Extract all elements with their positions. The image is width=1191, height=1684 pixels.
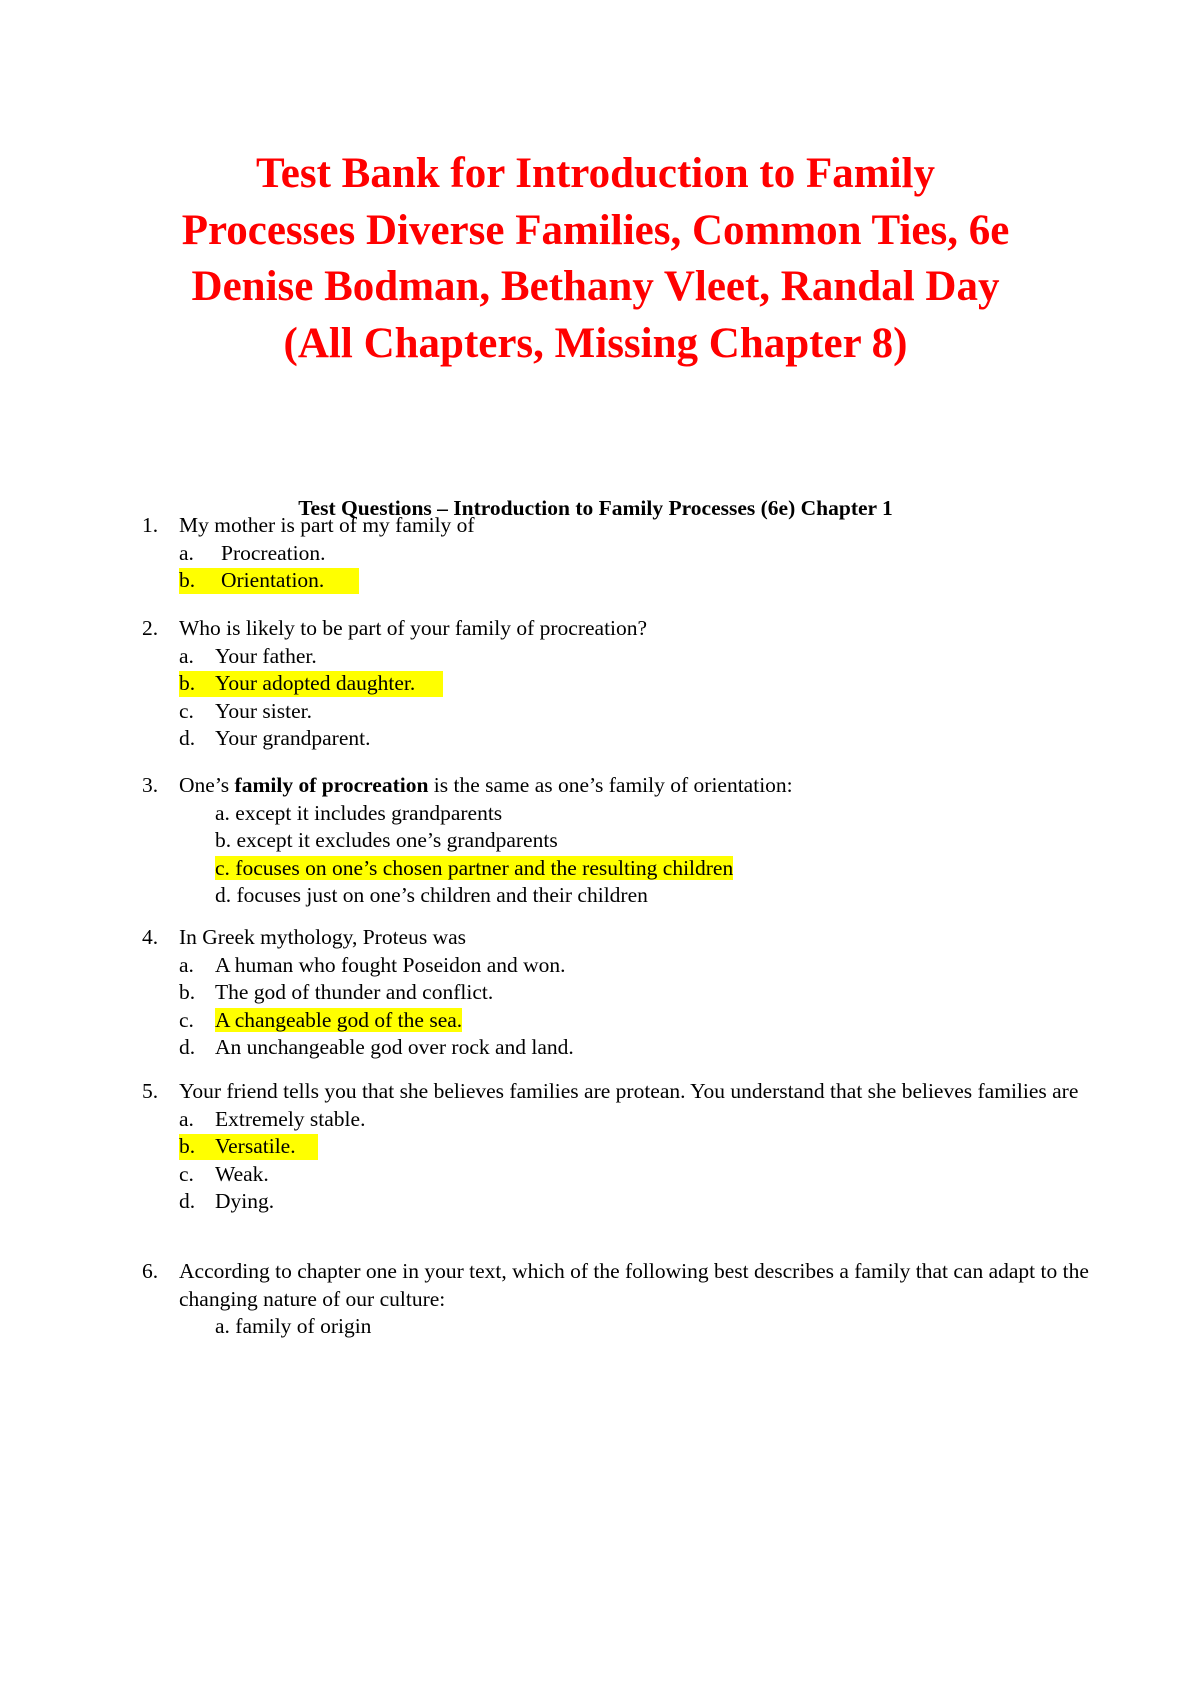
- question-number: 4.: [142, 925, 159, 949]
- question-stem: [142, 1258, 1092, 1313]
- option-letter: a.: [179, 1106, 194, 1131]
- answer-option: [142, 1106, 1092, 1134]
- option-letter: d.: [179, 1189, 196, 1213]
- question-number: 3.: [142, 773, 159, 797]
- question-4: [142, 924, 1092, 1062]
- title-line: Denise Bodman, Bethany Vleet, Randal Day: [191, 263, 1000, 310]
- question-text: My mother is part of my family of: [179, 513, 475, 537]
- question-stem: [142, 512, 1092, 540]
- option-text: b. except it excludes one’s grandparents: [215, 828, 558, 852]
- answer-option: [142, 698, 1092, 726]
- answer-option-correct: [142, 567, 1092, 595]
- option-letter: b.: [179, 1134, 196, 1158]
- option-letter: b.: [179, 568, 196, 592]
- answer-option: [142, 1034, 1092, 1062]
- option-text: An unchangeable god over rock and land.: [215, 1035, 574, 1059]
- option-text: d. focuses just on one’s children and their children: [215, 883, 648, 907]
- question-6: [142, 1258, 1092, 1341]
- question-text: In Greek mythology, Proteus was: [179, 925, 467, 949]
- option-text: Versatile.: [215, 1134, 296, 1158]
- option-letter: d.: [179, 726, 196, 750]
- option-text: Your sister.: [215, 698, 312, 723]
- answer-option: [142, 725, 1092, 753]
- answer-option-correct: [142, 1133, 1092, 1161]
- option-letter: a.: [179, 643, 194, 668]
- option-letter: a.: [179, 952, 194, 977]
- question-text: According to chapter one in your text, which of the following best describes a family that can adapt to the changing nature of our culture:: [179, 1259, 1089, 1311]
- option-text: A human who fought Poseidon and won.: [215, 952, 566, 977]
- option-letter: b.: [179, 671, 196, 695]
- answer-option: [142, 827, 1092, 855]
- question-5: [142, 1078, 1092, 1216]
- question-text: Who is likely to be part of your family of procreation?: [179, 616, 648, 640]
- answer-option: [142, 1188, 1092, 1216]
- answer-option: [142, 1161, 1092, 1189]
- option-text: Your adopted daughter.: [215, 671, 416, 695]
- document-title: [100, 146, 1091, 372]
- section-heading: Test Questions – Introduction to Family Processes (6e) Chapter 1: [298, 496, 893, 520]
- answer-option: [142, 952, 1092, 980]
- title-line: (All Chapters, Missing Chapter 8): [283, 319, 908, 367]
- question-stem: [142, 615, 1092, 643]
- answer-option: [142, 979, 1092, 1007]
- title-line: Processes Diverse Families, Common Ties, 6e: [181, 206, 1010, 254]
- answer-option: [142, 800, 1092, 828]
- question-stem: [142, 924, 1092, 952]
- question-stem: [142, 772, 1092, 800]
- option-letter: d.: [179, 1035, 196, 1059]
- option-text-highlighted: A changeable god of the sea.: [215, 1007, 463, 1032]
- option-text: a. except it includes grandparents: [215, 800, 503, 825]
- option-letter: a.: [179, 540, 194, 565]
- answer-option: [142, 1313, 1092, 1341]
- question-number: 6.: [142, 1259, 159, 1283]
- question-number: 1.: [142, 513, 159, 537]
- option-text-highlighted: c. focuses on one’s chosen partner and the resulting children: [215, 855, 734, 880]
- option-text: Weak.: [215, 1161, 269, 1186]
- question-text: Your friend tells you that she believes families are protean. You understand that she believes families are: [179, 1079, 1079, 1103]
- question-text-after: is the same as one’s family of orientation:: [428, 773, 793, 797]
- question-text-before: One’s: [179, 773, 235, 797]
- question-2: [142, 615, 1092, 753]
- option-text: Your grandparent.: [215, 726, 371, 750]
- option-letter: b.: [179, 980, 196, 1004]
- option-letter: c.: [179, 698, 194, 723]
- question-stem: [142, 1078, 1092, 1106]
- option-text: Your father.: [215, 643, 317, 668]
- option-letter: c.: [179, 1161, 194, 1186]
- answer-option: [142, 540, 1092, 568]
- answer-option-correct: [142, 855, 1092, 883]
- question-number: 2.: [142, 616, 159, 640]
- option-text: Procreation.: [221, 540, 326, 565]
- question-keyword: family of procreation: [234, 773, 429, 797]
- answer-option-correct: [142, 670, 1092, 698]
- question-number: 5.: [142, 1079, 159, 1103]
- option-text: Extremely stable.: [215, 1106, 366, 1131]
- option-text: a. family of origin: [215, 1314, 372, 1338]
- answer-option: [142, 643, 1092, 671]
- option-letter: c.: [179, 1007, 194, 1032]
- answer-option: [142, 882, 1092, 910]
- option-text: The god of thunder and conflict.: [215, 980, 494, 1004]
- question-1: [142, 512, 1092, 595]
- answer-option-correct: [142, 1007, 1092, 1035]
- question-3: [142, 772, 1092, 910]
- title-line: Test Bank for Introduction to Family: [256, 150, 935, 197]
- option-text: Orientation.: [221, 568, 325, 592]
- option-text: Dying.: [215, 1189, 275, 1213]
